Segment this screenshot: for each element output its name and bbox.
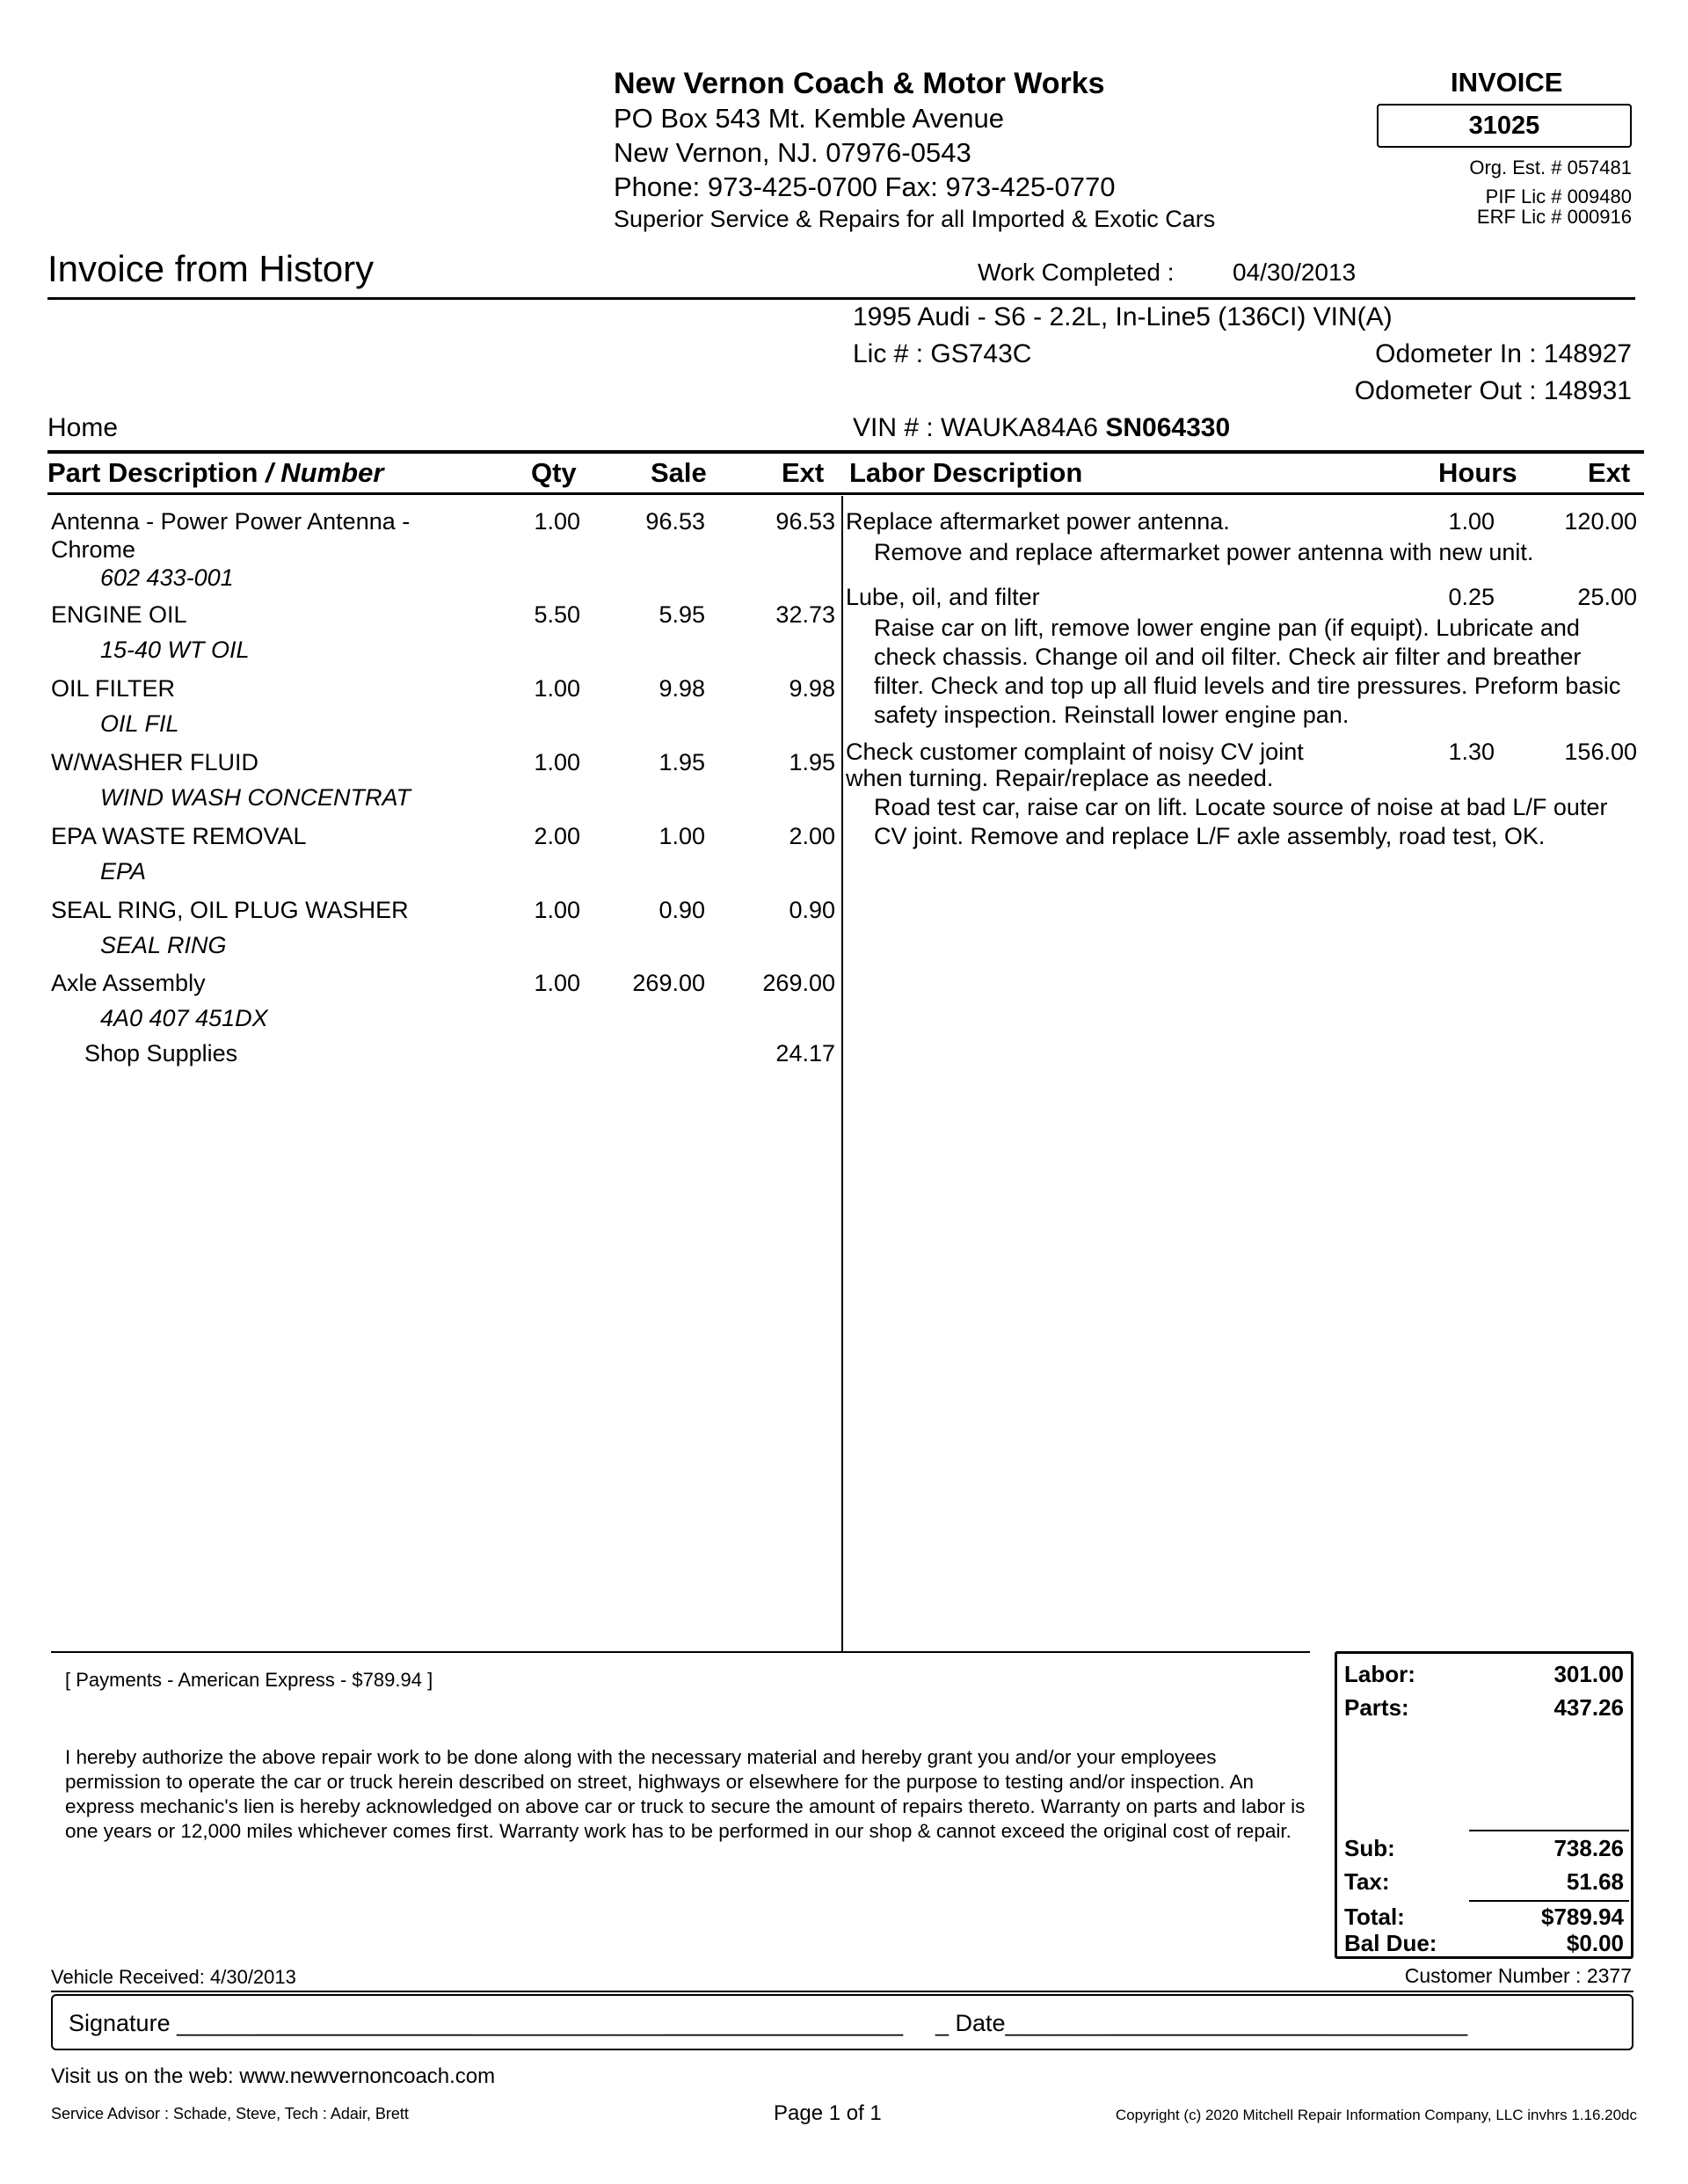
part-description: OIL FILTER bbox=[51, 675, 176, 702]
signature-label: Signature bbox=[69, 2010, 178, 2036]
part-number: 4A0 407 451DX bbox=[100, 1005, 268, 1031]
footer-rule bbox=[51, 1651, 1310, 1653]
work-completed-date: 04/30/2013 bbox=[1233, 258, 1357, 286]
vehicle-description: 1995 Audi - S6 - 2.2L, In-Line5 (136CI) VIN(A) bbox=[853, 302, 1393, 331]
part-sale: 5.95 bbox=[658, 601, 705, 628]
parts-header-sale: Sale bbox=[651, 457, 707, 488]
labor-header-hours: Hours bbox=[1438, 457, 1517, 488]
part-ext: 2.00 bbox=[789, 823, 835, 849]
signature-line: _______________________________________________________ bbox=[177, 2010, 903, 2036]
part-ext: 96.53 bbox=[775, 508, 835, 535]
part-number: OIL FIL bbox=[100, 710, 179, 737]
labor-detail: Road test car, raise car on lift. Locate source of noise at bad L/F outer CV joint. Remove and replace L/F axle assembly, road test, OK. bbox=[874, 794, 1608, 849]
part-number: 602 433-001 bbox=[100, 564, 234, 591]
shop-address-line1: PO Box 543 Mt. Kemble Avenue bbox=[614, 103, 1005, 134]
grand-total-label: Total: bbox=[1344, 1904, 1405, 1930]
org-estimate-number: Org. Est. # 057481 bbox=[1469, 157, 1632, 178]
part-qty: 1.00 bbox=[534, 970, 580, 996]
part-qty: 1.00 bbox=[534, 749, 580, 775]
labor-line bbox=[846, 739, 1637, 888]
payments-note: [ Payments - American Express - $789.94 ] bbox=[65, 1669, 433, 1691]
shop-tagline: Superior Service & Repairs for all Imported & Exotic Cars bbox=[614, 206, 1216, 232]
part-number: EPA bbox=[100, 858, 147, 885]
part-qty: 2.00 bbox=[534, 823, 580, 849]
labor-detail: Raise car on lift, remove lower engine pan (if equipt). Lubricate and check chassis. Change oil and oil filter. Check air filter and breather filter. Check and top up all fluid levels and tire pressures. Preform basic safety inspection. Reinstall lower engine pan. bbox=[874, 615, 1621, 728]
parts-header-desc-text: Part Description bbox=[47, 457, 266, 488]
document-title: Invoice from History bbox=[47, 248, 375, 289]
part-sale: 96.53 bbox=[645, 508, 705, 535]
shop-supplies-ext: 24.17 bbox=[775, 1040, 835, 1067]
part-number: WIND WASH CONCENTRAT bbox=[100, 784, 411, 811]
labor-detail: Remove and replace aftermarket power antenna with new unit. bbox=[874, 539, 1534, 565]
shop-address-line2: New Vernon, NJ. 07976-0543 bbox=[614, 137, 971, 168]
labor-line bbox=[846, 508, 1637, 579]
labor-ext: 156.00 bbox=[1564, 739, 1637, 765]
labor-title: Replace aftermarket power antenna. bbox=[846, 508, 1230, 535]
parts-total-label: Parts: bbox=[1344, 1694, 1409, 1721]
part-ext: 0.90 bbox=[789, 897, 835, 923]
subtotal-rule bbox=[1469, 1830, 1629, 1831]
labor-hours: 1.30 bbox=[1448, 739, 1495, 765]
vehicle-received: Vehicle Received: 4/30/2013 bbox=[51, 1966, 296, 1988]
part-qty: 1.00 bbox=[534, 508, 580, 535]
balance-due-value: $0.00 bbox=[1566, 1930, 1624, 1956]
part-sale: 269.00 bbox=[632, 970, 705, 996]
table-top-rule bbox=[47, 450, 1644, 454]
table-header-rule bbox=[47, 492, 1644, 495]
part-description: Antenna - Power Power Antenna - bbox=[51, 508, 411, 535]
authorization-text: I hereby authorize the above repair work to be done along with the necessary material and hereby grant you and/or your employees permission to operate the car or truck herein described on street, highways or elsewhere for the purpose to testing and/or inspection. An express mechanic's lien is hereby acknowledged on above car or truck to secure the amount of repairs thereto. Warranty on parts and labor is one years or 12,000 miles whichever comes first. Warranty work has to be performed in our shop & cannot exceed the original cost of repair. bbox=[65, 1746, 1306, 1842]
part-sale: 1.00 bbox=[658, 823, 705, 849]
website-line: Visit us on the web: www.newvernoncoach.com bbox=[51, 2064, 496, 2088]
copyright: Copyright (c) 2020 Mitchell Repair Information Company, LLC invhrs 1.16.20dc bbox=[1115, 2107, 1637, 2123]
balance-due-label: Bal Due: bbox=[1344, 1930, 1437, 1956]
part-ext: 32.73 bbox=[775, 601, 835, 628]
part-sale: 0.90 bbox=[658, 897, 705, 923]
part-description: SEAL RING, OIL PLUG WASHER bbox=[51, 897, 409, 923]
vin-number bbox=[853, 413, 1230, 443]
labor-hours: 0.25 bbox=[1448, 584, 1495, 610]
customer-location: Home bbox=[47, 413, 119, 442]
erf-license: ERF Lic # 000916 bbox=[1476, 206, 1632, 228]
invoice-number: 31025 bbox=[1377, 104, 1632, 148]
parts-total-value: 437.26 bbox=[1553, 1694, 1624, 1721]
date-field[interactable] bbox=[935, 2010, 1467, 2037]
labor-title: Lube, oil, and filter bbox=[846, 584, 1040, 610]
part-description: W/WASHER FLUID bbox=[51, 749, 258, 775]
vin-prefix: VIN # : WAUKA84A6 bbox=[853, 413, 1106, 442]
shop-name: New Vernon Coach & Motor Works bbox=[614, 67, 1105, 100]
pif-license: PIF Lic # 009480 bbox=[1485, 186, 1632, 207]
signature-top-rule bbox=[51, 1991, 1633, 1992]
subtotal-value: 738.26 bbox=[1553, 1835, 1624, 1861]
labor-title: Check customer complaint of noisy CV joint bbox=[846, 739, 1304, 765]
header-divider bbox=[47, 297, 1635, 300]
shop-phone-fax: Phone: 973-425-0700 Fax: 973-425-0770 bbox=[614, 171, 1116, 202]
part-description: Axle Assembly bbox=[51, 970, 206, 996]
labor-ext: 120.00 bbox=[1564, 508, 1637, 535]
part-ext: 9.98 bbox=[789, 675, 835, 702]
parts-header-description bbox=[47, 457, 383, 489]
odometer-out: Odometer Out : 148931 bbox=[1354, 376, 1632, 405]
shop-supplies-label: Shop Supplies bbox=[84, 1040, 238, 1067]
labor-total-value: 301.00 bbox=[1553, 1661, 1624, 1687]
customer-number: Customer Number : 2377 bbox=[1404, 1964, 1632, 1987]
parts-labor-divider bbox=[841, 496, 843, 1651]
part-qty: 5.50 bbox=[534, 601, 580, 628]
vin-serial: SN064330 bbox=[1105, 413, 1231, 442]
total-rule bbox=[1469, 1900, 1629, 1902]
date-line: ___________________________________ bbox=[1005, 2010, 1468, 2036]
invoice-label: INVOICE bbox=[1451, 67, 1563, 98]
parts-header-qty: Qty bbox=[531, 457, 577, 488]
part-description: ENGINE OIL bbox=[51, 601, 187, 628]
labor-header-description: Labor Description bbox=[849, 457, 1083, 488]
labor-total-label: Labor: bbox=[1344, 1661, 1415, 1687]
signature-box[interactable] bbox=[51, 1994, 1633, 2050]
tax-value: 51.68 bbox=[1566, 1868, 1624, 1895]
grand-total-value: $789.94 bbox=[1541, 1904, 1624, 1930]
parts-header-number-text: / Number bbox=[266, 457, 384, 488]
odometer-in: Odometer In : 148927 bbox=[1375, 339, 1632, 368]
part-ext: 1.95 bbox=[789, 749, 835, 775]
part-qty: 1.00 bbox=[534, 675, 580, 702]
part-ext: 269.00 bbox=[762, 970, 835, 996]
signature-field[interactable] bbox=[69, 2010, 903, 2037]
part-sale: 1.95 bbox=[658, 749, 705, 775]
tax-label: Tax: bbox=[1344, 1868, 1390, 1895]
labor-header-ext: Ext bbox=[1588, 457, 1631, 488]
vehicle-license: Lic # : GS743C bbox=[853, 339, 1032, 368]
parts-header-ext: Ext bbox=[782, 457, 825, 488]
date-label: _ Date bbox=[935, 2010, 1006, 2036]
service-advisor: Service Advisor : Schade, Steve, Tech : Adair, Brett bbox=[51, 2105, 409, 2122]
work-completed-label: Work Completed : bbox=[978, 258, 1175, 286]
part-number: 15-40 WT OIL bbox=[100, 637, 250, 663]
labor-ext: 25.00 bbox=[1577, 584, 1637, 610]
part-description-cont: Chrome bbox=[51, 536, 136, 563]
part-description: EPA WASTE REMOVAL bbox=[51, 823, 307, 849]
subtotal-label: Sub: bbox=[1344, 1835, 1395, 1861]
part-sale: 9.98 bbox=[658, 675, 705, 702]
part-number: SEAL RING bbox=[100, 932, 227, 958]
part-qty: 1.00 bbox=[534, 897, 580, 923]
labor-hours: 1.00 bbox=[1448, 508, 1495, 535]
labor-title-cont: when turning. Repair/replace as needed. bbox=[846, 765, 1274, 791]
page-number: Page 1 of 1 bbox=[774, 2101, 882, 2125]
labor-line bbox=[846, 584, 1637, 733]
totals-box bbox=[1335, 1651, 1633, 1959]
